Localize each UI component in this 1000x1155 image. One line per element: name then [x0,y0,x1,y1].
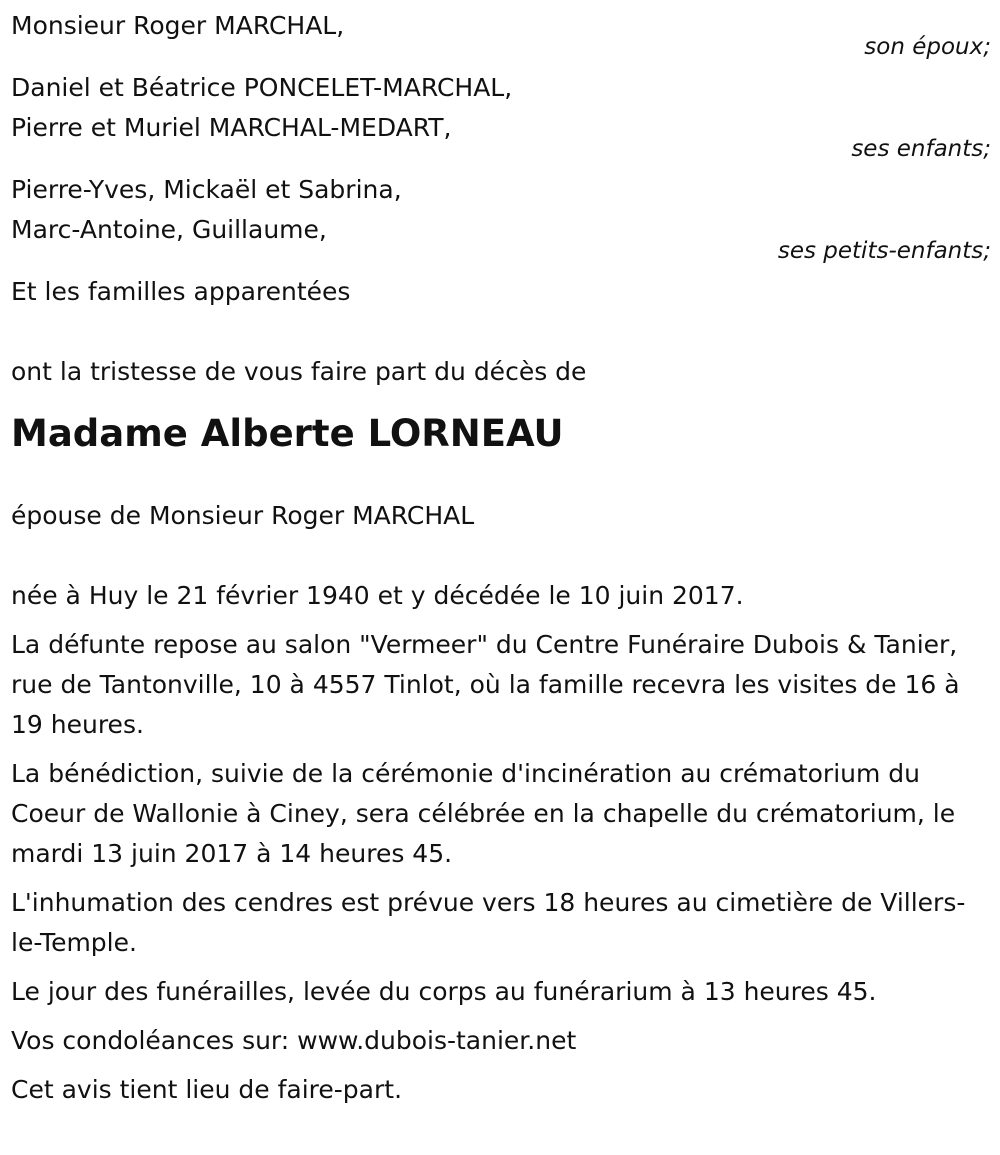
family-group-grandchildren [11,170,991,264]
family-member-name: Pierre et Muriel MARCHAL-MEDART, [11,113,452,142]
condolences-paragraph: Vos condoléances sur: www.dubois-tanier.net [11,1026,577,1055]
birth-death-paragraph: née à Huy le 21 février 1940 et y décédée le 10 juin 2017. [11,581,744,610]
family-member-name: Pierre-Yves, Mickaël et Sabrina, [11,175,402,204]
relatives-line: Et les familles apparentées [11,277,351,306]
family-role-label: ses petits-enfants; [777,238,991,264]
family-group-children [11,68,991,162]
burial-paragraph: L'inhumation des cendres est prévue vers 18 heures au cimetière de Villers-le-Temple. [11,888,966,957]
family-member-name: Monsieur Roger MARCHAL, [11,11,345,40]
family-role-label: son époux; [864,34,991,60]
family-role-label: ses enfants; [851,136,991,162]
family-member-name: Daniel et Béatrice PONCELET-MARCHAL, [11,73,513,102]
ceremony-paragraph: La bénédiction, suivie de la cérémonie d'incinération au crématorium du Coeur de Wallonie à Ciney, sera célébrée en la chapelle du crématorium, le mardi 13 juin 2017 à 14 heures 45. [11,759,956,868]
spouse-line: épouse de Monsieur Roger MARCHAL [11,501,475,530]
obituary-notice [11,6,991,1119]
spacer [11,312,991,352]
closing-paragraph: Cet avis tient lieu de faire-part. [11,1075,403,1104]
spacer [11,536,991,576]
family-group-spouse [11,6,991,60]
funeral-day-paragraph: Le jour des funérailles, levée du corps au funérarium à 13 heures 45. [11,977,877,1006]
deceased-name: Madame Alberte LORNEAU [11,412,564,455]
family-member-name: Marc-Antoine, Guillaume, [11,215,327,244]
spacer [11,456,991,496]
announcement-line: ont la tristesse de vous faire part du décès de [11,357,587,386]
visitation-paragraph: La défunte repose au salon "Vermeer" du Centre Funéraire Dubois & Tanier, rue de Tantonville, 10 à 4557 Tinlot, où la famille recevra les visites de 16 à 19 heures. [11,630,960,739]
